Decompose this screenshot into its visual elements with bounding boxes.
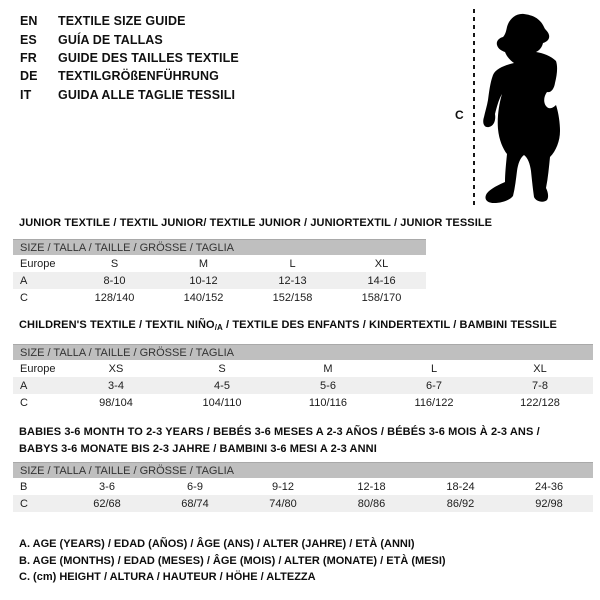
cell: 122/128 [520, 396, 560, 409]
cell: 152/158 [272, 291, 313, 304]
cell: 80/86 [327, 495, 416, 512]
legend-line-c: C. (cm) HEIGHT / ALTURA / HAUTEUR / HÖHE / ALTEZZA [19, 571, 316, 584]
language-code: DE [20, 69, 38, 84]
row-label: A [13, 272, 70, 289]
language-row-fr [20, 49, 239, 67]
size-header-row [13, 240, 426, 256]
cell: 10-12 [159, 272, 248, 289]
babies-title-line1: BABIES 3-6 MONTH TO 2-3 YEARS / BEBÉS 3-6 MESES A 2-3 AÑOS / BÉBÉS 3-6 MOIS À 2-3 ANS / [19, 426, 540, 438]
language-row-it [20, 86, 239, 104]
height-marker-label: C [455, 108, 464, 122]
junior-size-table [13, 239, 426, 306]
title-text: / TEXTILE DES ENFANTS / KINDERTEXTIL / BAMBINI TESSILE [222, 319, 557, 331]
cell: M [323, 362, 333, 375]
cell: 68/74 [151, 495, 239, 512]
cell: 5-6 [275, 377, 381, 394]
language-label: GUIDE DES TAILLES TEXTILE [58, 50, 239, 65]
cell: M [198, 257, 209, 270]
measurement-legend [19, 536, 446, 586]
table-row [13, 394, 593, 411]
cell: 74/80 [239, 495, 327, 512]
table-row [13, 289, 426, 306]
size-header-row [13, 345, 593, 361]
children-table-title [19, 319, 557, 332]
table-row [13, 272, 426, 289]
cell: 9-12 [271, 480, 295, 493]
cell: XS [108, 362, 124, 375]
legend-line-a: A. AGE (YEARS) / EDAD (AÑOS) / ÂGE (ANS) / ALTER (JAHRE) / ETÀ (ANNI) [19, 538, 415, 550]
cell: 158/170 [361, 291, 402, 304]
babies-title-line2: BABYS 3-6 MONATE BIS 2-3 JAHRE / BAMBINI 3-6 MESI A 2-3 ANNI [19, 442, 377, 455]
language-code: ES [20, 32, 37, 47]
toddler-silhouette-icon [482, 8, 572, 208]
language-title-list [20, 12, 239, 104]
row-label: C [20, 291, 28, 304]
table-row [13, 377, 593, 394]
cell: 3-6 [99, 480, 115, 493]
table-row [13, 255, 426, 272]
cell: XL [374, 257, 389, 270]
cell: 24-36 [534, 480, 564, 493]
table-row [13, 360, 593, 377]
row-label: Europe [20, 257, 56, 270]
cell: 86/92 [416, 495, 505, 512]
cell: 128/140 [94, 291, 135, 304]
size-header-label: SIZE / TALLA / TAILLE / GRÖSSE / TAGLIA [13, 345, 593, 361]
cell: 92/98 [505, 495, 593, 512]
language-row-en [20, 12, 239, 30]
size-header-label: SIZE / TALLA / TAILLE / GRÖSSE / TAGLIA [13, 240, 426, 256]
cell: 110/116 [308, 396, 348, 409]
language-label: GUIDA ALLE TAGLIE TESSILI [58, 87, 236, 102]
cell: 4-5 [169, 377, 275, 394]
cell: 140/152 [183, 291, 224, 304]
row-label: C [20, 396, 28, 409]
cell: L [430, 362, 438, 375]
cell: 8-10 [70, 272, 159, 289]
cell: 12-18 [357, 480, 386, 493]
row-label: A [13, 377, 63, 394]
language-row-es [20, 30, 239, 48]
cell: 6-9 [187, 480, 203, 493]
title-text: CHILDREN'S TEXTILE / TEXTIL NIÑO [19, 319, 215, 331]
size-header-row [13, 463, 593, 479]
cell: 3-4 [63, 377, 169, 394]
size-header-label: SIZE / TALLA / TAILLE / GRÖSSE / TAGLIA [13, 463, 593, 479]
cell: 62/68 [63, 495, 151, 512]
junior-table-title: JUNIOR TEXTILE / TEXTIL JUNIOR/ TEXTILE JUNIOR / JUNIORTEXTIL / JUNIOR TESSILE [19, 217, 493, 229]
cell: 98/104 [99, 396, 133, 409]
babies-size-table [13, 462, 593, 512]
height-measure-dashed-line [473, 9, 475, 208]
children-size-table [13, 344, 593, 411]
language-label: TEXTILGRÖßENFÜHRUNG [58, 69, 219, 84]
cell: 6-7 [381, 377, 487, 394]
language-label: GUÍA DE TALLAS [58, 32, 163, 47]
language-code: EN [20, 14, 38, 29]
cell: XL [533, 362, 547, 375]
cell: 12-13 [248, 272, 337, 289]
cell: S [218, 362, 226, 375]
cell: 7-8 [487, 377, 593, 394]
language-row-de [20, 67, 239, 85]
title-subscript: /A [214, 323, 223, 332]
cell: S [110, 257, 119, 270]
row-label: B [20, 480, 28, 493]
cell: 14-16 [337, 272, 426, 289]
row-label: C [13, 495, 63, 512]
language-label: TEXTILE SIZE GUIDE [58, 14, 186, 29]
cell: 18-24 [446, 480, 475, 493]
row-label: Europe [20, 362, 56, 375]
cell: 116/122 [414, 396, 454, 409]
cell: L [289, 257, 296, 270]
table-row [13, 478, 593, 495]
table-row [13, 495, 593, 512]
legend-line-b: B. AGE (MONTHS) / EDAD (MESES) / ÂGE (MOIS) / ALTER (MONATE) / ETÀ (MESI) [19, 554, 446, 567]
language-code: IT [20, 87, 32, 102]
cell: 104/110 [202, 396, 242, 409]
babies-table-title [19, 424, 540, 457]
language-code: FR [20, 50, 37, 65]
